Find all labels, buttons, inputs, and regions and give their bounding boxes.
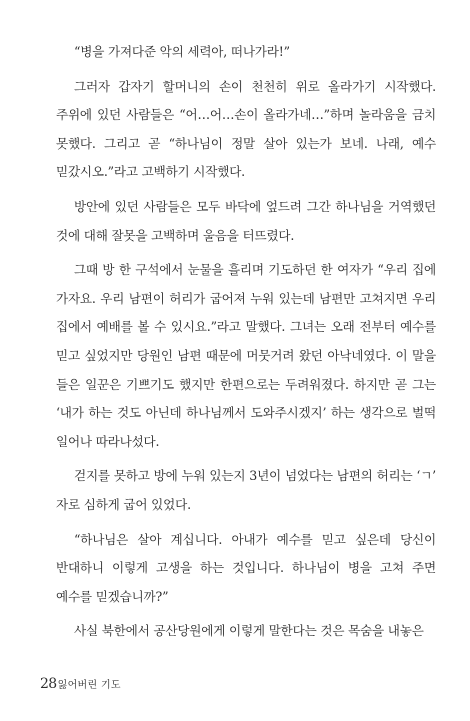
paragraph-2: 그러자 갑자기 할머니의 손이 천천히 위로 올라가기 시작했다. 주위에 있던 사람들은 “어…어…손이 올라가네…”하며 놀라움을 금치 못했다. 그리고 곧 “하나님이 정말 살아 있는가 보네. 나래, 예수 믿갔시오.”라고 고백하기 시작했다. <box>56 78 436 180</box>
paragraph-6: “하나님은 살아 계십니다. 아내가 예수를 믿고 싶은데 당신이 반대하니 이렇게 고생을 하는 것입니다. 하나님이 병을 고쳐 주면 예수를 믿겠습니까?” <box>56 531 436 604</box>
paragraph-7: 사실 북한에서 공산당원에게 이렇게 말한다는 것은 목숨을 내놓은 <box>74 623 424 639</box>
running-title: 잃어버린 기도 <box>57 680 121 691</box>
page-footer <box>40 676 121 692</box>
paragraph-1: “병을 가져다준 악의 세력아, 떠나가라!” <box>74 44 290 59</box>
page-number: 28 <box>40 676 57 692</box>
paragraph-5: 걷지를 못하고 방에 누워 있는지 3년이 넘었다는 남편의 허리는 ‘ㄱ’ 자로 심하게 굽어 있었다. <box>56 468 436 512</box>
body-text <box>56 38 436 646</box>
paragraph-4: 그때 방 한 구석에서 눈물을 흘리며 기도하던 한 여자가 “우리 집에 가자요. 우리 남편이 허리가 굽어져 누워 있는데 남편만 고쳐지면 우리 집에서 예배를 볼 수 있시요.”라고 말했다. 그녀는 오래 전부터 예수를 믿고 싶었지만 당원인 남편 때문에 머뭇거려 왔던 아낙네였다. 이 말을 들은 일꾼은 기쁘기도 했지만 한편으로는 두려워졌다. 하지만 곧 그는 ‘내가 하는 것도 아닌데 하나님께서 도와주시겠지’ 하는 생각으로 벌떡 일어나 따라나섰다. <box>56 262 436 449</box>
paragraph-3: 방안에 있던 사람들은 모두 바닥에 엎드려 그간 하나님을 거역했던 것에 대해 잘못을 고백하며 울음을 터뜨렸다. <box>56 198 436 243</box>
